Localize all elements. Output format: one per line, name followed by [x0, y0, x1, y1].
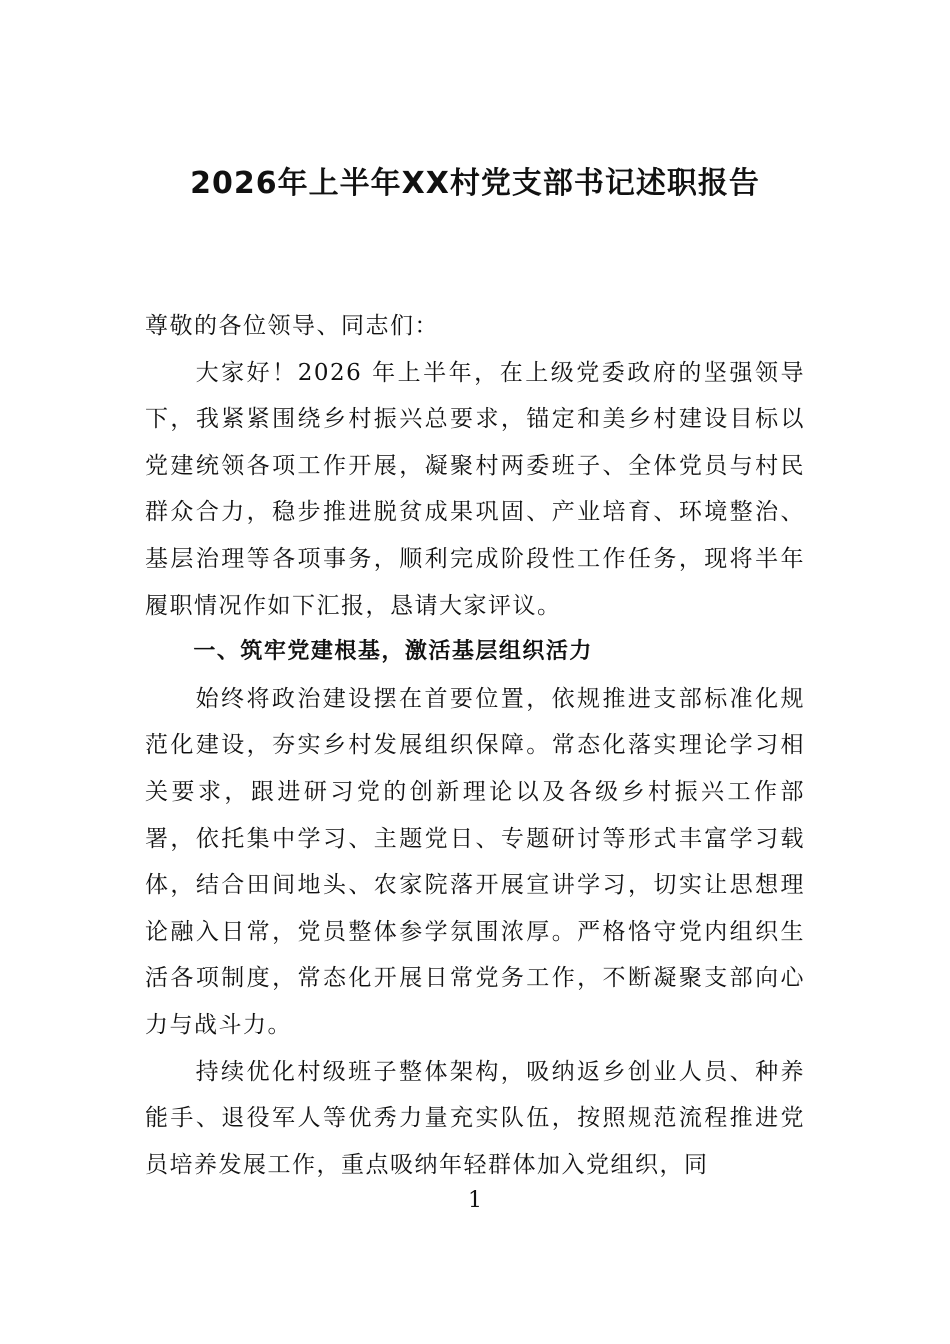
- page-number: 1: [468, 1188, 482, 1213]
- paragraph-political-building: 始终将政治建设摆在首要位置，依规推进支部标准化规范化建设，夯实乡村发展组织保障。常态化落实理论学习相关要求，跟进研习党的创新理论以及各级乡村振兴工作部署，依托集中学习、主题党日、专题研讨等形式丰富学习载体，结合田间地头、农家院落开展宣讲学习，切实让思想理论融入日常，党员整体参学氛围浓厚。严格恪守党内组织生活各项制度，常态化开展日常党务工作，不断凝聚支部向心力与战斗力。: [145, 685, 805, 1038]
- section-heading: 一、筑牢党建根基，激活基层组织活力: [193, 639, 593, 665]
- paragraph-intro: 大家好！2026 年上半年，在上级党委政府的坚强领导下，我紧紧围绕乡村振兴总要求，锚定和美乡村建设目标以党建统领各项工作开展，凝聚村两委班子、全体党员与村民群众合力，稳步推进脱贫成果巩固、产业培育、环境整治、基层治理等各项事务，顺利完成阶段性工作任务，现将半年履职情况作如下汇报，恳请大家评议。: [145, 359, 805, 619]
- document-title: 2026年上半年XX村党支部书记述职报告: [190, 166, 760, 201]
- paragraph-team-building: 持续优化村级班子整体架构，吸纳返乡创业人员、种养能手、退役军人等优秀力量充实队伍，按照规范流程推进党员培养发展工作，重点吸纳年轻群体加入党组织，同: [145, 1058, 805, 1178]
- salutation: 尊敬的各位领导、同志们：: [145, 313, 439, 339]
- document-body: [145, 303, 805, 1188]
